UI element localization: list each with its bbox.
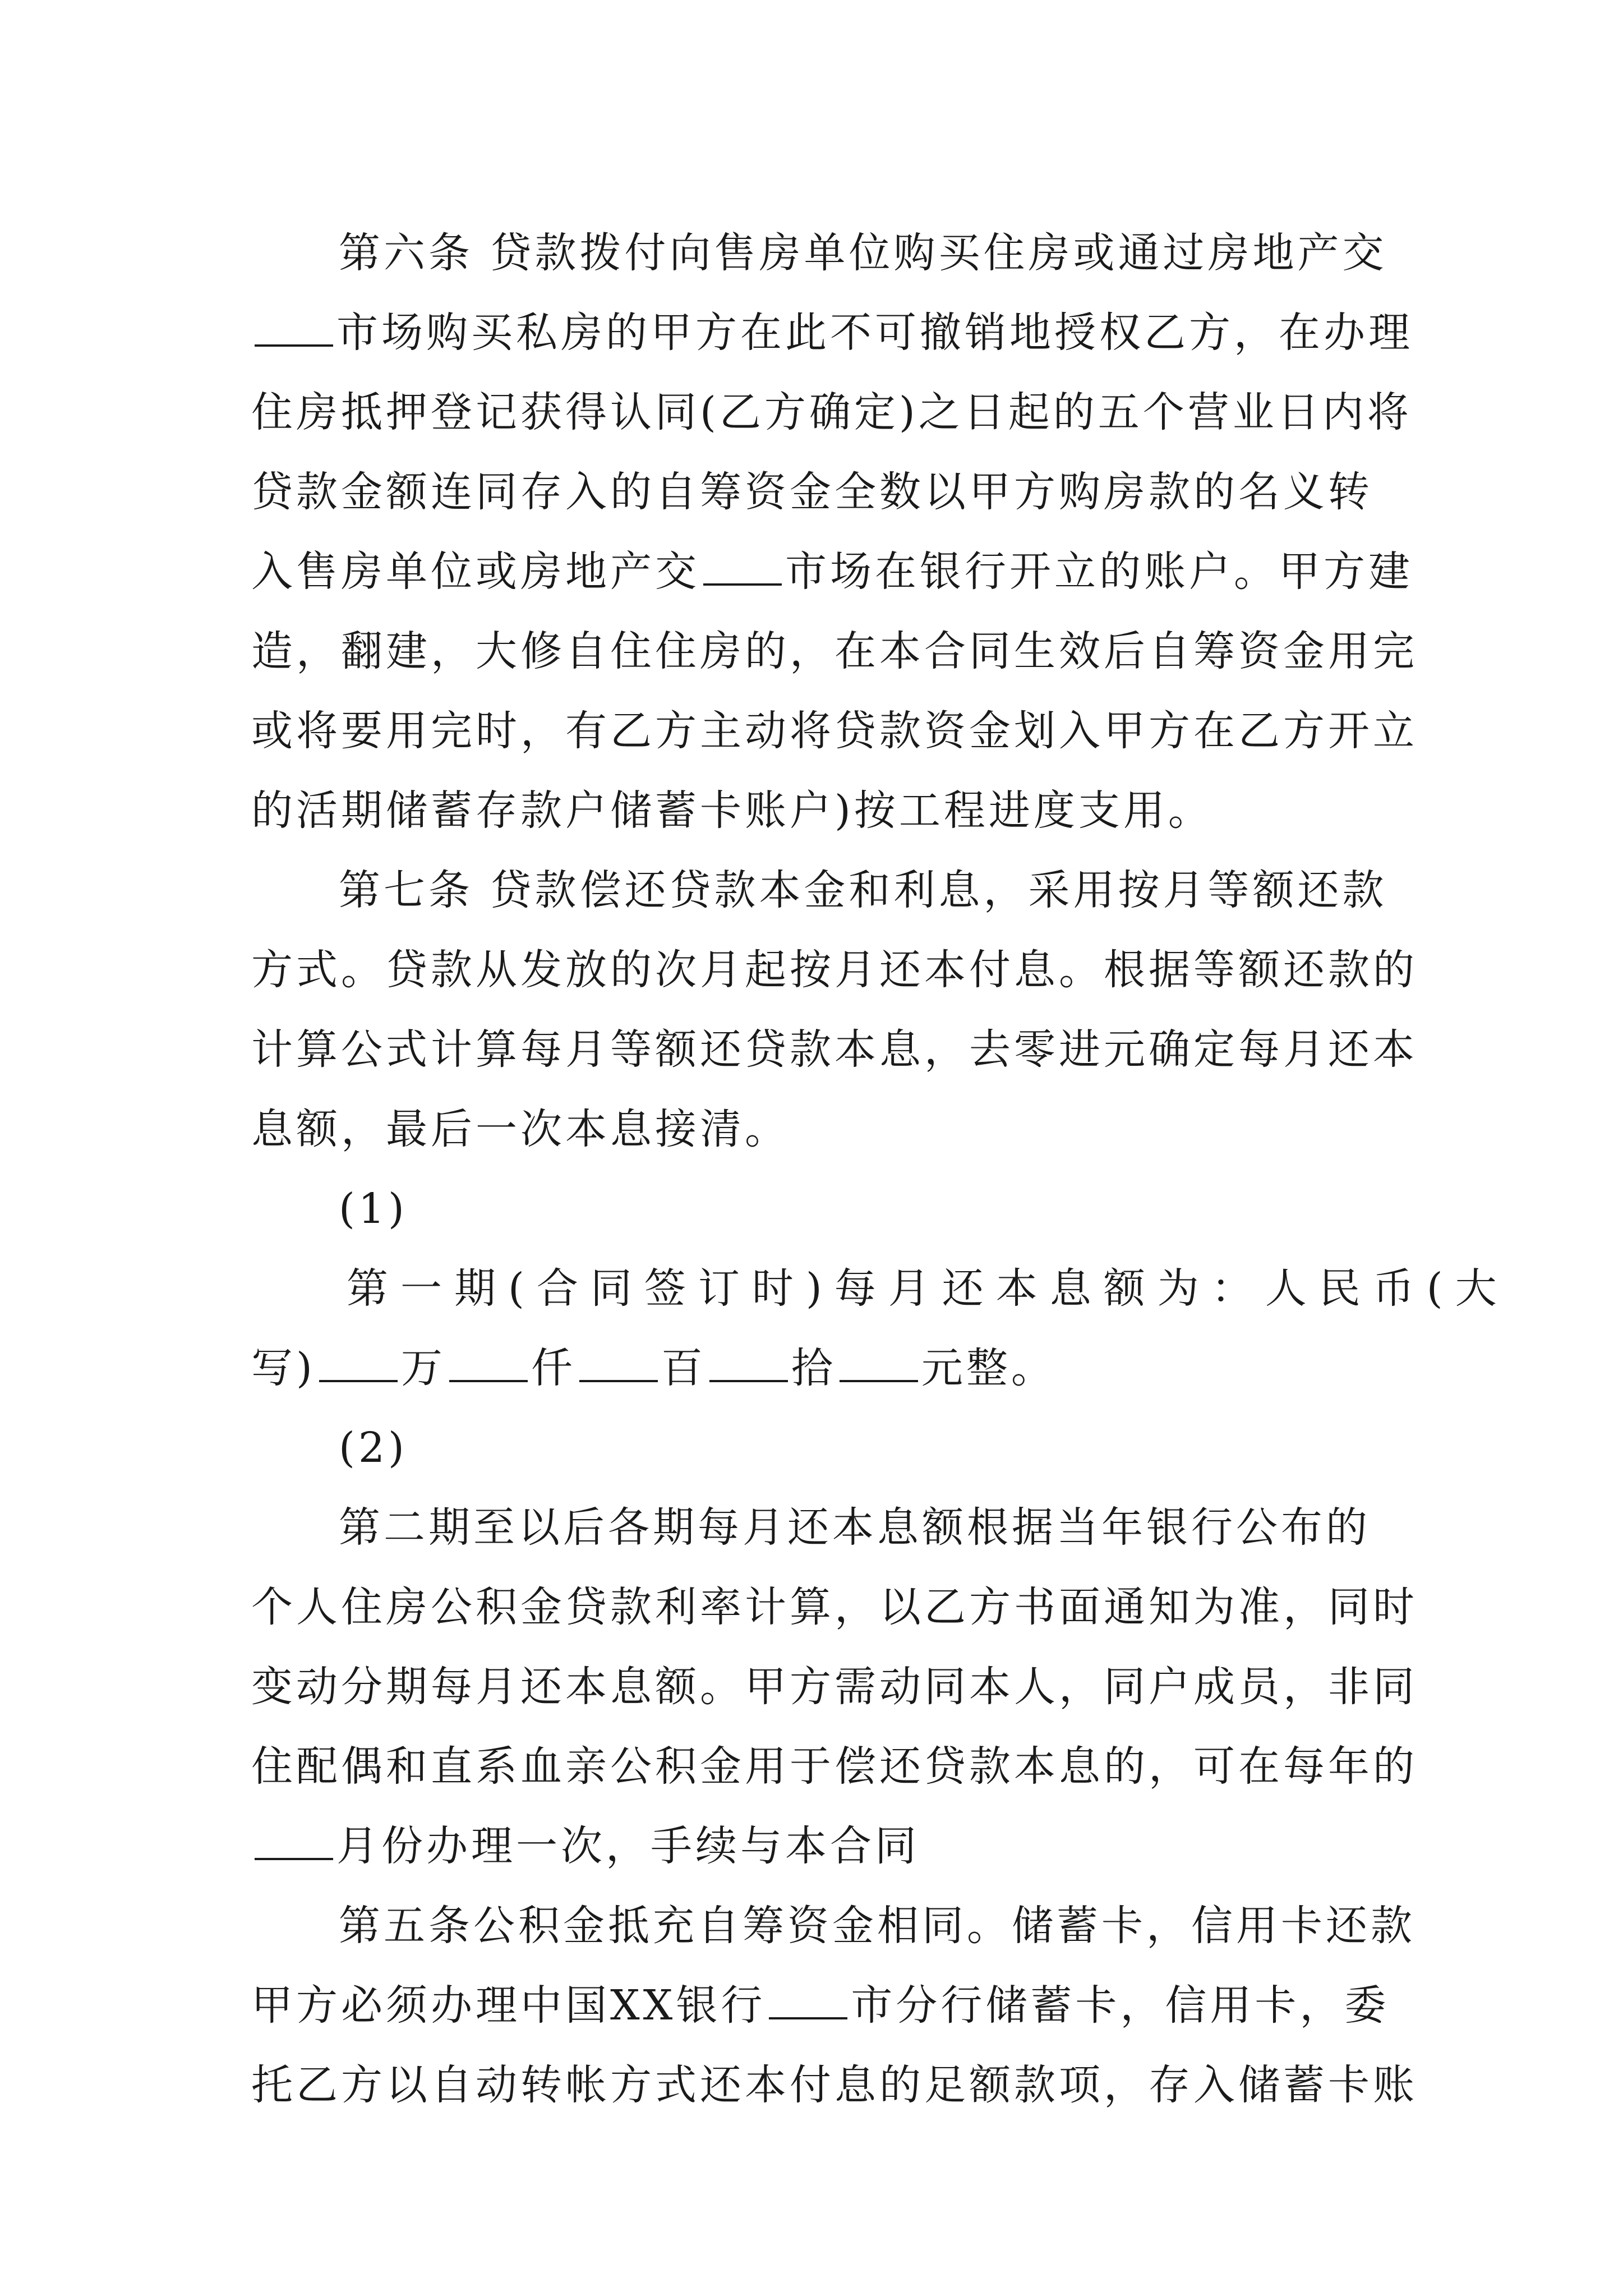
text-line: (2) (339, 1424, 408, 1472)
text-line: 的活期储蓄存款户储蓄卡账户)按工程进度支用。 (251, 786, 1213, 835)
text-line (251, 1806, 1373, 1886)
fill-blank (449, 1347, 528, 1382)
text-line: 个人住房公积金贷款利率计算，以乙方书面通知为准，同时 (251, 1583, 1418, 1631)
fill-blank (255, 1825, 333, 1860)
text-line (251, 1328, 1373, 1408)
text-line: 第一期(合同签订时)每月还本息额为：人民币(大 (347, 1264, 1509, 1313)
text-segment: 万 (400, 1344, 446, 1392)
text-segment: 入售房单位或房地产交 (251, 547, 700, 596)
text-line: 或将要用完时，有乙方主动将贷款资金划入甲方在乙方开立 (251, 707, 1418, 755)
fill-blank (579, 1347, 658, 1382)
text-segment: 市分行储蓄卡，信用卡，委 (851, 1981, 1390, 2030)
text-segment: 甲方必须办理中国XX银行 (251, 1981, 766, 2030)
text-segment: 仟 (531, 1344, 576, 1392)
text-line (251, 293, 1413, 372)
fill-blank (319, 1347, 398, 1382)
text-line (251, 1966, 1390, 2045)
text-line: 住配偶和直系血亲公积金用于偿还贷款本息的，可在每年的 (251, 1742, 1418, 1791)
text-segment: 百 (661, 1344, 706, 1392)
text-segment: 市场在银行开立的账户。甲方建 (785, 547, 1413, 596)
text-line (251, 532, 1413, 611)
text-segment: 元整。 (921, 1344, 1056, 1392)
fill-blank (255, 312, 333, 347)
fill-blank (703, 551, 782, 586)
text-line: 第七条 贷款偿还贷款本金和利息，采用按月等额还款 (339, 866, 1387, 914)
text-line: 第二期至以后各期每月还本息额根据当年银行公布的 (339, 1503, 1371, 1552)
text-line: 造，翻建，大修自住住房的，在本合同生效后自筹资金用完 (251, 627, 1418, 675)
text-segment: 拾 (791, 1344, 836, 1392)
text-line: 住房抵押登记获得认同(乙方确定)之日起的五个营业日内将 (251, 388, 1412, 436)
fill-blank (709, 1347, 788, 1382)
text-segment: 月份办理一次，手续与本合同 (336, 1822, 920, 1870)
text-line: 方式。贷款从发放的次月起按月还本付息。根据等额还款的 (251, 946, 1418, 994)
fill-blank (769, 1985, 847, 2019)
text-line: 息额，最后一次本息接清。 (251, 1105, 790, 1153)
text-segment: 写) (251, 1344, 316, 1392)
text-line: (1) (339, 1185, 408, 1233)
text-segment: 市场购买私房的甲方在此不可撤销地授权乙方，在办理 (336, 309, 1413, 357)
text-line: 计算公式计算每月等额还贷款本息，去零进元确定每月还本 (251, 1025, 1418, 1074)
text-line: 托乙方以自动转帐方式还本付息的足额款项，存入储蓄卡账 (251, 2061, 1418, 2109)
text-line: 贷款金额连同存入的自筹资金全数以甲方购房款的名义转 (251, 468, 1373, 516)
text-line: 第六条 贷款拨付向售房单位购买住房或通过房地产交 (339, 229, 1387, 277)
document-body (251, 213, 1509, 2125)
text-line: 第五条公积金抵充自筹资金相同。储蓄卡，信用卡还款 (339, 1902, 1415, 1950)
text-line: 变动分期每月还本息额。甲方需动同本人，同户成员，非同 (251, 1663, 1418, 1711)
fill-blank (840, 1347, 918, 1382)
